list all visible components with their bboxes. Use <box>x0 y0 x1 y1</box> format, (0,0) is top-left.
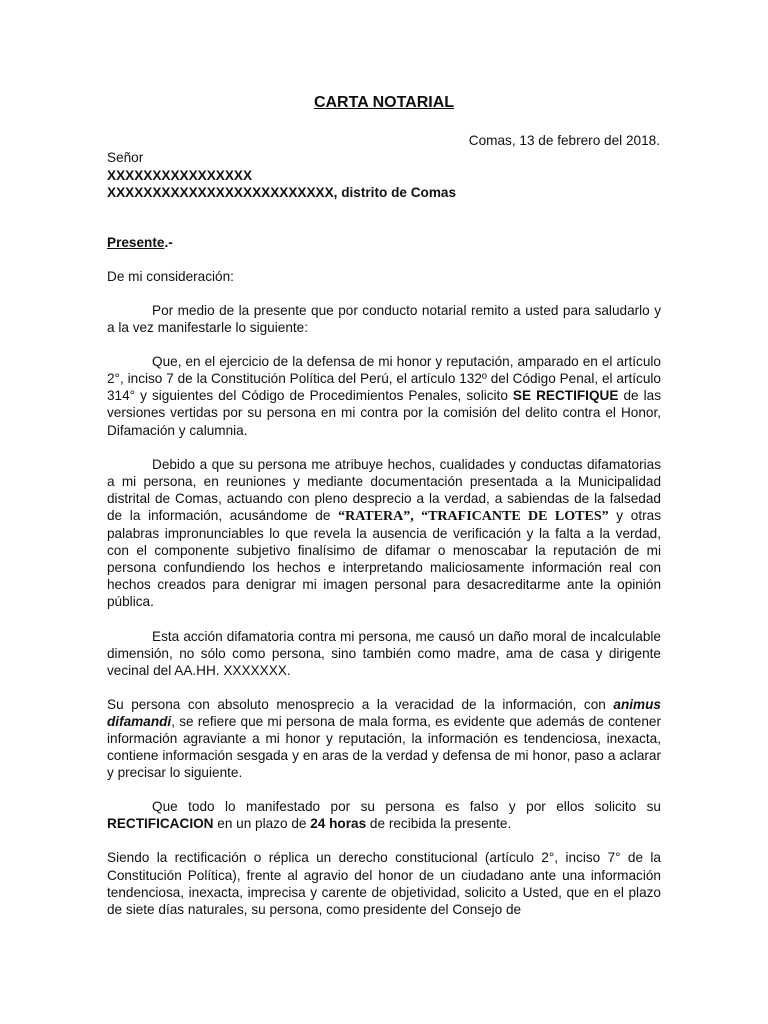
paragraph-6-bold-hours: 24 horas <box>310 816 367 832</box>
addressee-address: XXXXXXXXXXXXXXXXXXXXXXXXX, distrito de Comas <box>107 185 457 200</box>
paragraph-7: Siendo la rectificación o réplica un derecho constitucional (artículo 2°, inciso 7° de la Constitución Política), frente al agravio del honor de un ciudadano ante una información tendenciosa, inexacta, imprecisa y carente de objetividad, solicito a Usted, que en el plazo de siete días naturales, su persona, como presidente del Consejo de <box>107 850 661 917</box>
paragraph-2-text-a: Que, en el ejercicio de la defensa de mi honor y reputación, amparado en el artículo 2°, inciso 7 de la Constitución Política del Perú, el artículo 132º del Código Penal, el artículo 314° y siguientes del Código de Procedimientos Penales, solicito <box>107 354 661 404</box>
letter-body <box>107 302 661 935</box>
greeting: De mi consideración: <box>107 269 234 284</box>
paragraph-1: Por medio de la presente que por conducto notarial remito a usted para saludarlo y a la vez manifestarle lo siguiente: <box>107 303 661 336</box>
paragraph-3-text-c: y otras palabras impronunciables lo que revela la ausencia de verificación y la falta a la verdad, con el componente subjetivo finalísimo de difamar o menoscabar la reputación de mi persona confundiendo los hechos e interpretando maliciosamente información real con hechos creados para denigrar mi imagen personal para desacreditarme ante la opinión pública. <box>107 507 661 610</box>
paragraph-5-text-a: Su persona con absoluto menosprecio a la veracidad de la información, con <box>107 696 614 712</box>
addressee-block <box>107 149 456 202</box>
paragraph-3-text-a: Debido a que su persona me atribuye hechos, cualidades y conductas difamatorias a mi persona, en reuniones y mediante documentación presentada a la Municipalidad distrital de Comas, actuando con pleno desprecio a la verdad, a sabiendas de la falsedad de la información, acusándome de <box>107 456 661 523</box>
paragraph-2 <box>107 353 661 438</box>
letter-date: Comas, 13 de febrero del 2018. <box>468 133 660 148</box>
paragraph-6-bold-rectificacion: RECTIFICACION <box>107 816 214 832</box>
paragraph-2-bold: SE RECTIFIQUE <box>512 388 619 404</box>
presente-word: Presente <box>107 235 165 250</box>
paragraph-4: Esta acción difamatoria contra mi persona, me causó un daño moral de incalculable dimensión, no sólo como persona, sino también como madre, ama de casa y dirigente vecinal del AA.HH. XXXXXXX. <box>107 628 661 678</box>
paragraph-6-text-a: Que todo lo manifestado por su persona es falso y por ellos solicito su <box>152 799 661 815</box>
paragraph-6-text-c: en un plazo de <box>213 816 311 832</box>
presente-heading <box>107 234 173 251</box>
paragraph-5-latin-term: animus difamandi <box>107 696 661 729</box>
paragraph-5 <box>107 696 661 781</box>
paragraph-3 <box>107 456 661 611</box>
letter-title: CARTA NOTARIAL <box>313 94 455 111</box>
paragraph-2-text-c: de las versiones vertidas por su persona en mi contra por la comisión del delito contra el Honor, Difamación y calumnia. <box>107 388 661 438</box>
presente-suffix: .- <box>164 235 173 250</box>
paragraph-6 <box>107 798 661 832</box>
paragraph-5-text-c: , se refiere que mi persona de mala forma, es evidente que además de contener información agraviante a mi honor y reputación, la información es tendenciosa, inexacta, contiene información sesgada y en aras de la verdad y defensa de mi honor, paso a aclarar y precisar lo siguiente. <box>107 713 661 781</box>
paragraph-6-text-e: de recibida la presente. <box>366 816 512 832</box>
addressee-name: XXXXXXXXXXXXXXXX <box>107 167 253 183</box>
addressee-salutation: Señor <box>107 150 144 165</box>
paragraph-3-quoted-terms: “RATERA”, “TRAFICANTE DE LOTES” <box>338 508 609 524</box>
